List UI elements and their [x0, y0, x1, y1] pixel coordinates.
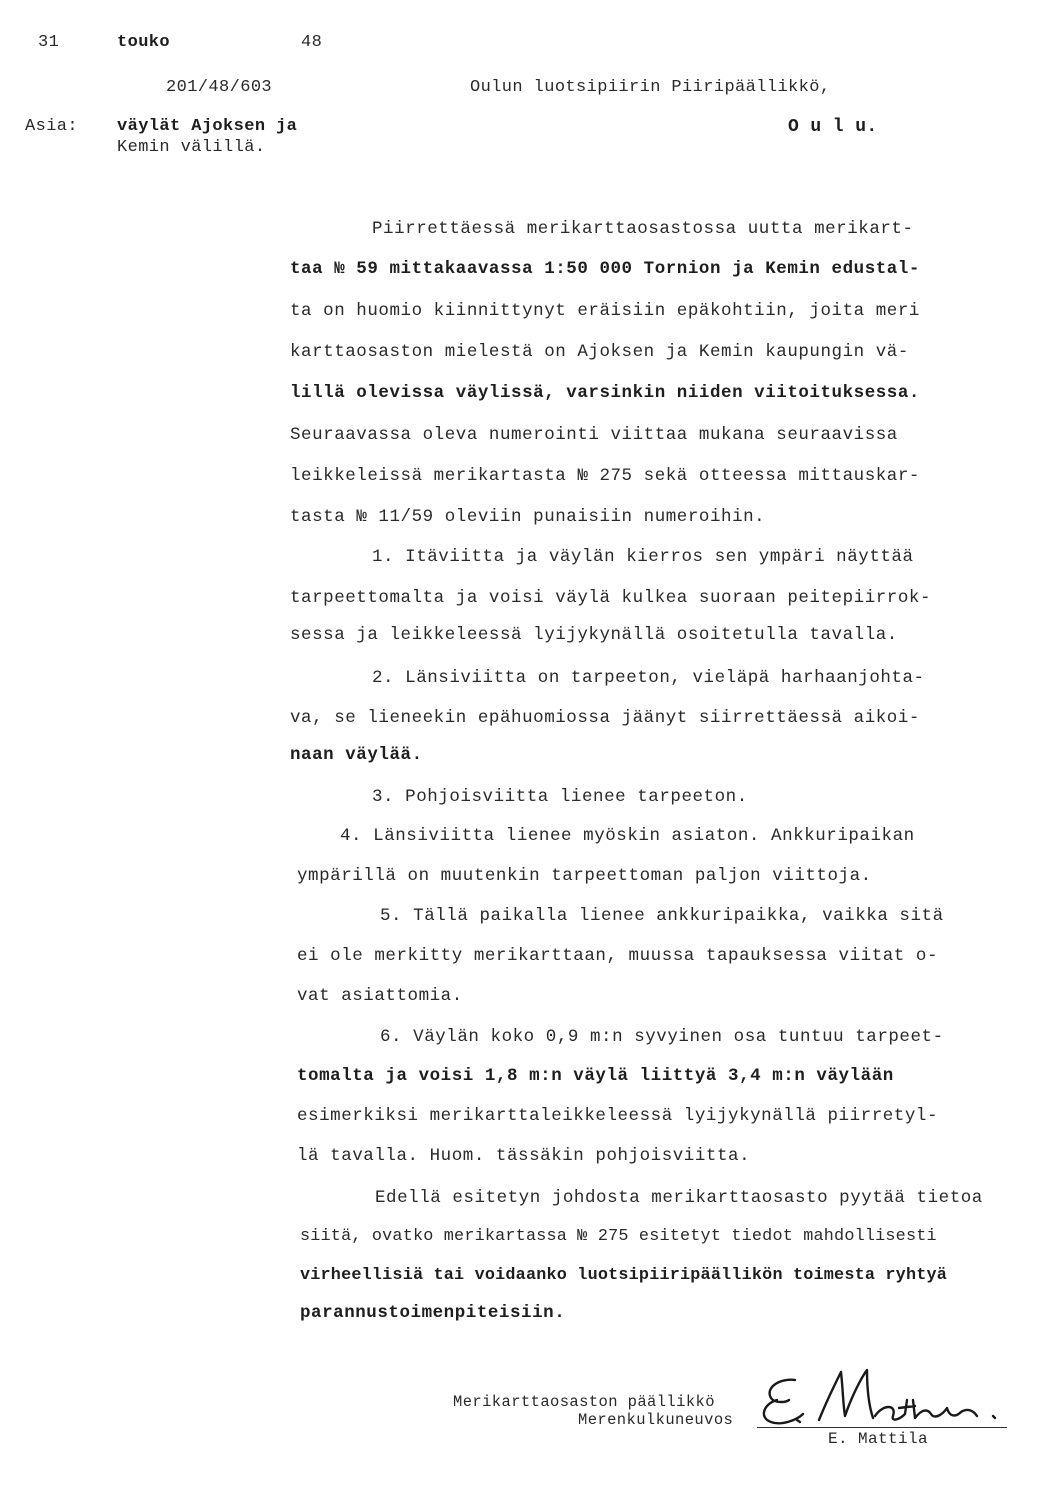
handwritten-signature [757, 1360, 1007, 1430]
reference-number: 201/48/603 [166, 78, 273, 97]
body-line-16: 4. Länsiviitta lienee myöskin asiaton. Ankkuripaikan [340, 826, 915, 846]
body-line-2: taa № 59 mittakaavassa 1:50 000 Tornion ja Kemin edustal- [290, 259, 920, 279]
subject-line-2: Kemin välillä. [117, 138, 266, 157]
signer-title-line-2: Merenkulkuneuvos [578, 1411, 734, 1429]
body-line-6: Seuraavassa oleva numerointi viittaa mukana seuraavissa [290, 425, 898, 445]
subject-label: Asia: [25, 117, 79, 136]
signature-line [757, 1427, 1007, 1428]
body-line-25: Edellä esitetyn johdosta merikarttaosasto pyytää tietoa [375, 1188, 983, 1208]
body-line-26: siitä, ovatko merikartassa № 275 esitetyt tiedot mahdollisesti [300, 1227, 937, 1246]
recipient-city: O u l u. [788, 117, 878, 137]
body-line-5: lillä olevissa väylissä, varsinkin niiden viitoituksessa. [290, 383, 920, 403]
date-day: 31 [38, 33, 60, 52]
body-line-24: lä tavalla. Huom. tässäkin pohjoisviitta. [297, 1146, 751, 1166]
body-line-15: 3. Pohjoisviitta lienee tarpeeton. [372, 787, 748, 807]
body-line-11: sessa ja leikkeleessä lyijykynällä osoitetulla tavalla. [290, 625, 898, 645]
body-line-14: naan väylää. [290, 745, 423, 765]
body-line-17: ympärillä on muutenkin tarpeettoman paljon viittoja. [297, 866, 872, 886]
body-line-19: ei ole merkitty merikarttaan, muussa tapauksessa viitat o- [297, 946, 938, 966]
body-line-1: Piirrettäessä merikarttaosastossa uutta merikart- [372, 219, 914, 239]
body-line-7: leikkeleissä merikartasta № 275 sekä otteessa mittauskar- [290, 466, 920, 486]
subject-line-1: väylät Ajoksen ja [117, 117, 298, 136]
date-month: touko [117, 33, 171, 52]
recipient-title: Oulun luotsipiirin Piiripäällikkö, [470, 78, 831, 97]
body-line-10: tarpeettomalta ja voisi väylä kulkea suoraan peitepiirrok- [290, 588, 931, 608]
body-line-27: virheellisiä tai voidaanko luotsipiiripäällikön toimesta ryhtyä [300, 1266, 948, 1285]
body-line-28: parannustoimenpiteisiin. [300, 1303, 566, 1323]
body-line-18: 5. Tällä paikalla lienee ankkuripaikka, vaikka sitä [380, 906, 944, 926]
date-year: 48 [301, 33, 323, 52]
body-line-13: va, se lieneekin epähuomiossa jäänyt siirrettäessä aikoi- [290, 708, 920, 728]
body-line-9: 1. Itäviitta ja väylän kierros sen ympäri näyttää [372, 547, 914, 567]
body-line-12: 2. Länsiviitta on tarpeeton, vieläpä harhaanjohta- [372, 668, 925, 688]
body-line-23: esimerkiksi merikarttaleikkeleessä lyijykynällä piirretyl- [297, 1106, 938, 1126]
body-line-20: vat asiattomia. [297, 986, 463, 1006]
signer-title-line-1: Merikarttaosaston päällikkö [453, 1393, 715, 1411]
body-line-22: tomalta ja voisi 1,8 m:n väylä liittyä 3,4 m:n väylään [297, 1066, 894, 1086]
body-line-8: tasta № 11/59 oleviin punaisiin numeroihin. [290, 507, 766, 527]
body-line-4: karttaosaston mielestä on Ajoksen ja Kemin kaupungin vä- [290, 342, 909, 362]
printed-name: E. Mattila [828, 1430, 929, 1448]
body-line-3: ta on huomio kiinnittynyt eräisiin epäkohtiin, joita meri [290, 301, 920, 321]
body-line-21: 6. Väylän koko 0,9 m:n syvyinen osa tuntuu tarpeet- [380, 1027, 944, 1047]
